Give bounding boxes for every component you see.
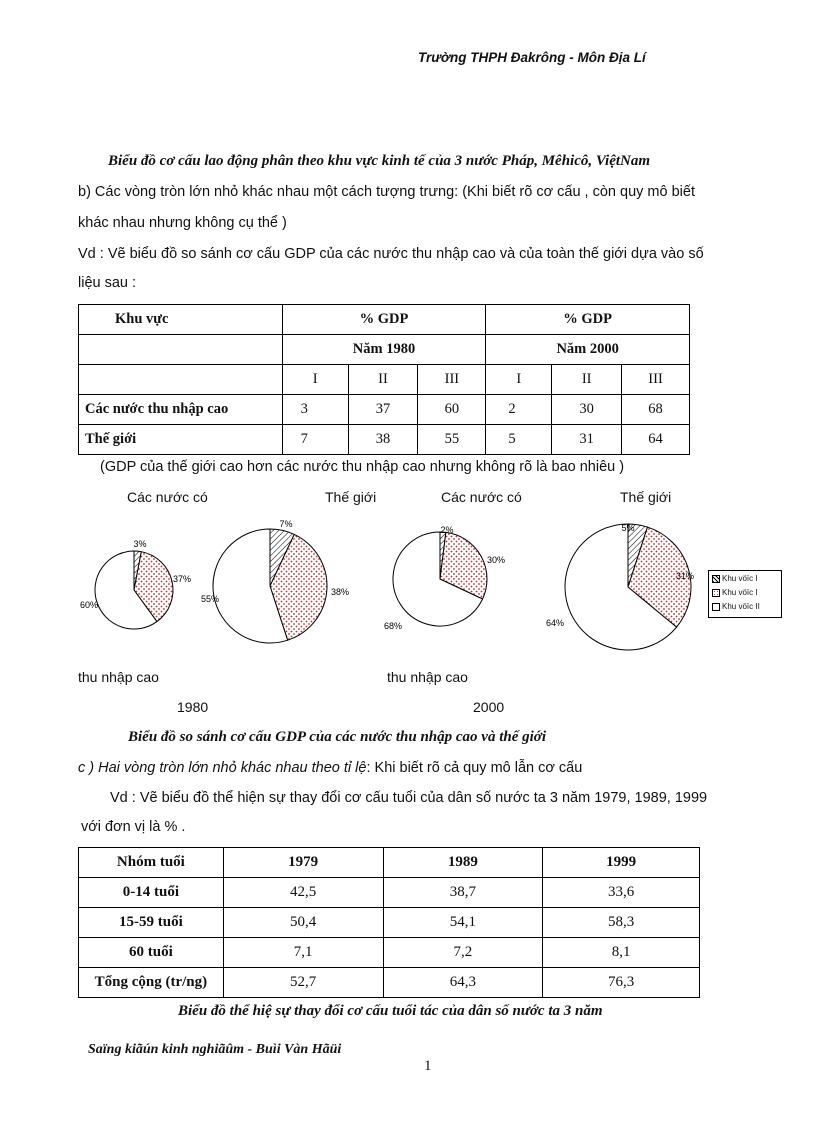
year-1980: 1980 — [177, 699, 209, 715]
legend-item: Khu vöïc I — [712, 588, 758, 597]
pie-data-label: 68% — [383, 621, 402, 631]
cell: 7,2 — [383, 938, 543, 968]
pie-data-label: 2% — [440, 525, 454, 535]
pie-data-label: 38% — [331, 587, 350, 597]
header-cell: 1999 — [543, 848, 700, 878]
pie2-title: Thế giới — [325, 489, 377, 505]
para-b-line1: b) Các vòng tròn lớn nhỏ khác nhau một cách tượng trưng: (Khi biết rõ cơ cấu , còn quy mô biết — [78, 184, 695, 200]
cell: 52,7 — [223, 968, 383, 998]
pie-data-label: 3% — [133, 539, 147, 549]
header-area: Khu vực — [79, 305, 283, 335]
legend-swatch-hatch — [712, 575, 720, 583]
cell: 42,5 — [223, 878, 383, 908]
cell: 64 — [622, 425, 690, 455]
pie-data-label: 5% — [621, 523, 635, 533]
legend-item: Khu vöïc I — [712, 574, 758, 583]
header-gdp-2000: % GDP — [486, 305, 690, 335]
para-c: c ) Hai vòng tròn lớn nhỏ khác nhau theo tỉ lệ: Khi biết rõ cả quy mô lẫn cơ cấu — [78, 760, 583, 776]
vd1-line1: Vd : Vẽ biểu đồ so sánh cơ cấu GDP của các nước thu nhập cao và của toàn thế giới dựa vào số — [78, 246, 704, 262]
subheader: I — [282, 365, 348, 395]
cell: 68 — [622, 395, 690, 425]
pie4-title: Thế giới — [620, 489, 672, 505]
header-gdp-1980: % GDP — [282, 305, 486, 335]
row-label: 15-59 tuổi — [79, 908, 224, 938]
table-row — [79, 848, 700, 878]
subheader: III — [622, 365, 690, 395]
row-label: 0-14 tuổi — [79, 878, 224, 908]
pie3-subtitle: thu nhập cao — [387, 669, 468, 685]
pie-data-label: 64% — [545, 618, 564, 628]
subheader: III — [418, 365, 486, 395]
page-number: 1 — [424, 1058, 432, 1074]
cell: 2 — [486, 395, 552, 425]
cell: 33,6 — [543, 878, 700, 908]
para-b-line2: khác nhau nhưng không cụ thể ) — [78, 215, 287, 231]
subheader: II — [552, 365, 622, 395]
pie-data-label: 55% — [200, 594, 219, 604]
cell: 64,3 — [383, 968, 543, 998]
row-label: 60 tuổi — [79, 938, 224, 968]
cell: 3 — [282, 395, 348, 425]
pie3-title: Các nước có — [441, 489, 522, 505]
cell: 7,1 — [223, 938, 383, 968]
legend-swatch-white — [712, 603, 720, 611]
vd2-line2: với đơn vị là % . — [81, 819, 186, 835]
year-2000: 2000 — [473, 699, 505, 715]
cell: 60 — [418, 395, 486, 425]
cell: 30 — [552, 395, 622, 425]
pie-data-label: 7% — [279, 519, 293, 529]
row-label: Tổng cộng (tr/ng) — [79, 968, 224, 998]
cell: 50,4 — [223, 908, 383, 938]
cell: 5 — [486, 425, 552, 455]
caption-age-structure: Biểu đồ thể hiệ sự thay đổi cơ cấu tuổi tác của dân số nước ta 3 năm — [178, 1003, 603, 1019]
pie-legend — [708, 570, 782, 618]
table-row — [79, 878, 700, 908]
vd2-line1: Vd : Vẽ biểu đồ thể hiện sự thay đổi cơ cấu tuổi của dân số nước ta 3 năm 1979, 1989, 1999 — [110, 790, 708, 806]
header-cell: 1979 — [223, 848, 383, 878]
subheader: I — [486, 365, 552, 395]
header-cell: 1989 — [383, 848, 543, 878]
row-label: Thế giới — [79, 425, 283, 455]
pie1-title: Các nước có — [127, 489, 208, 505]
legend-swatch-dots — [712, 589, 720, 597]
cell: 8,1 — [543, 938, 700, 968]
cell: 38,7 — [383, 878, 543, 908]
cell: 31 — [552, 425, 622, 455]
page-footer: Saïng kiãún kinh nghiãûm - Buìi Vàn Hãüi — [88, 1042, 342, 1057]
vd1-line2: liệu sau : — [78, 275, 137, 291]
header-cell: Nhóm tuổi — [79, 848, 224, 878]
pie1-subtitle: thu nhập cao — [78, 669, 159, 685]
cell: 76,3 — [543, 968, 700, 998]
table-row — [79, 968, 700, 998]
caption-labor-structure: Biểu đồ cơ cấu lao động phân theo khu vực kinh tế của 3 nước Pháp, Mêhicô, ViệtNam — [108, 153, 651, 169]
gdp-note: (GDP của thế giới cao hơn các nước thu nhập cao nhưng không rõ là bao nhiêu ) — [100, 459, 625, 475]
cell: 58,3 — [543, 908, 700, 938]
header-year-2000: Năm 2000 — [486, 335, 690, 365]
cell: 54,1 — [383, 908, 543, 938]
cell: 7 — [282, 425, 348, 455]
pie-data-label: 60% — [79, 600, 98, 610]
legend-item: Khu vöïc II — [712, 602, 760, 611]
table-row — [79, 938, 700, 968]
page-header: Trường THPH Đakrông - Môn Địa Lí — [418, 50, 646, 65]
pie-data-label: 30% — [487, 555, 506, 565]
cell: 55 — [418, 425, 486, 455]
cell: 38 — [348, 425, 418, 455]
caption-gdp-compare: Biểu đồ so sánh cơ cấu GDP của các nước thu nhập cao và thế giới — [128, 729, 547, 745]
cell: 37 — [348, 395, 418, 425]
table-row — [79, 908, 700, 938]
subheader: II — [348, 365, 418, 395]
pie-data-label: 31% — [676, 571, 695, 581]
header-year-1980: Năm 1980 — [282, 335, 486, 365]
row-label: Các nước thu nhập cao — [79, 395, 283, 425]
pie-data-label: 37% — [173, 574, 192, 584]
age-table — [78, 847, 700, 998]
